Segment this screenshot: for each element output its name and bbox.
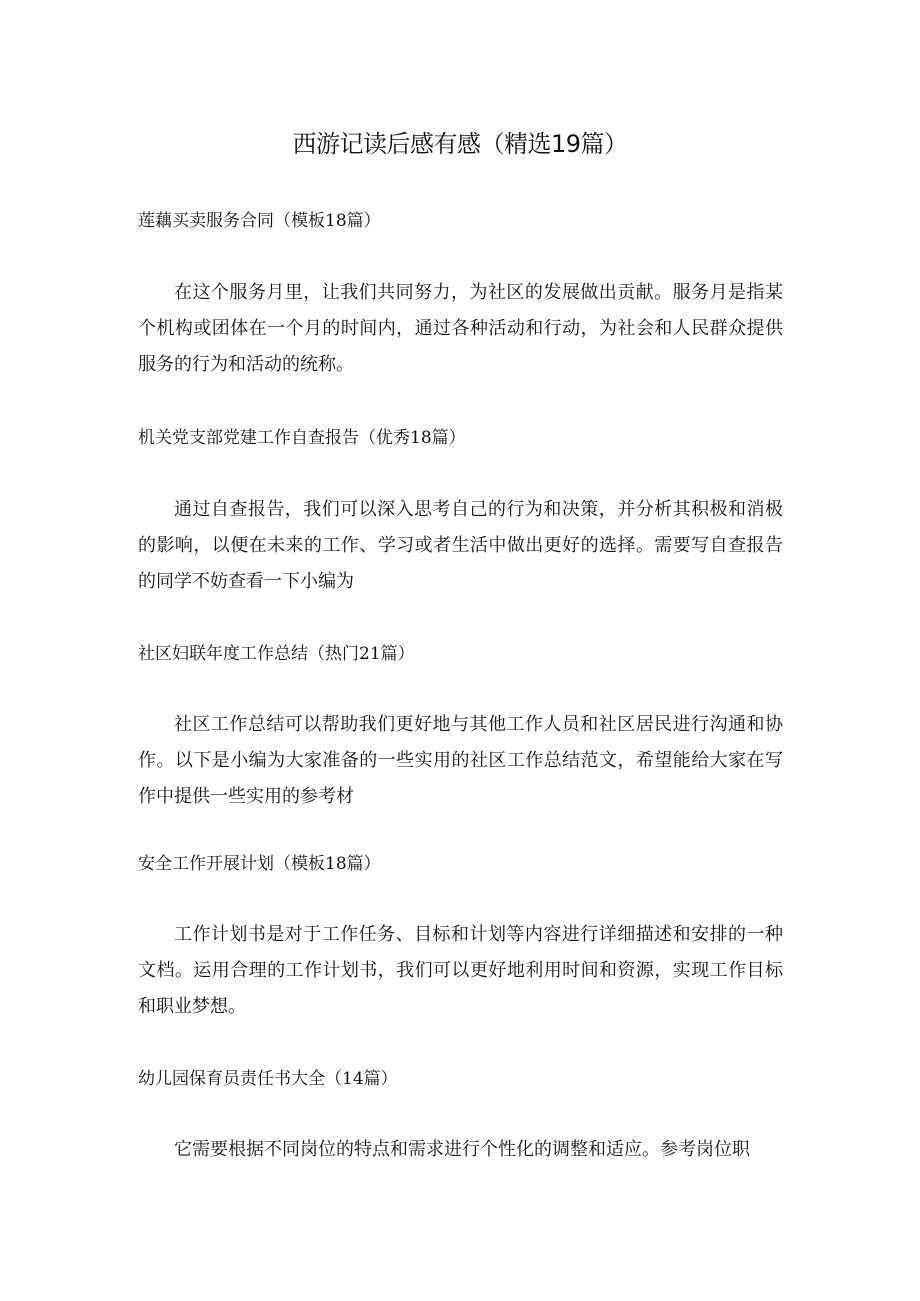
section-body: 它需要根据不同岗位的特点和需求进行个性化的调整和适应。参考岗位职 (174, 1139, 750, 1160)
section-heading: 幼儿园保育员责任书大全（14篇） (138, 1069, 398, 1089)
section-body: 社区工作总结可以帮助我们更好地与其他工作人员和社区居民进行沟通和协作。以下是小编为大家准备的一些实用的社区工作总结范文，希望能给大家在写作中提供一些实用的参考材 (138, 714, 783, 807)
section-heading: 社区妇联年度工作总结（热门21篇） (138, 644, 415, 664)
document-title: 西游记读后感有感（精选19篇） (292, 130, 628, 158)
section-body: 在这个服务月里，让我们共同努力，为社区的发展做出贡献。服务月是指某个机构或团体在一个月的时间内，通过各种活动和行动，为社会和人民群众提供服务的行为和活动的统称。 (138, 282, 783, 375)
section-body: 工作计划书是对于工作任务、目标和计划等内容进行详细描述和安排的一种文档。运用合理的工作计划书，我们可以更好地利用时间和资源，实现工作目标和职业梦想。 (138, 924, 783, 1017)
section-heading: 机关党支部党建工作自查报告（优秀18篇） (138, 428, 466, 448)
section-heading: 安全工作开展计划（模板18篇） (138, 854, 381, 874)
section-body: 通过自查报告，我们可以深入思考自己的行为和决策，并分析其积极和消极的影响，以便在未来的工作、学习或者生活中做出更好的选择。需要写自查报告的同学不妨查看一下小编为 (138, 499, 783, 592)
section-heading: 莲藕买卖服务合同（模板18篇） (138, 211, 381, 231)
